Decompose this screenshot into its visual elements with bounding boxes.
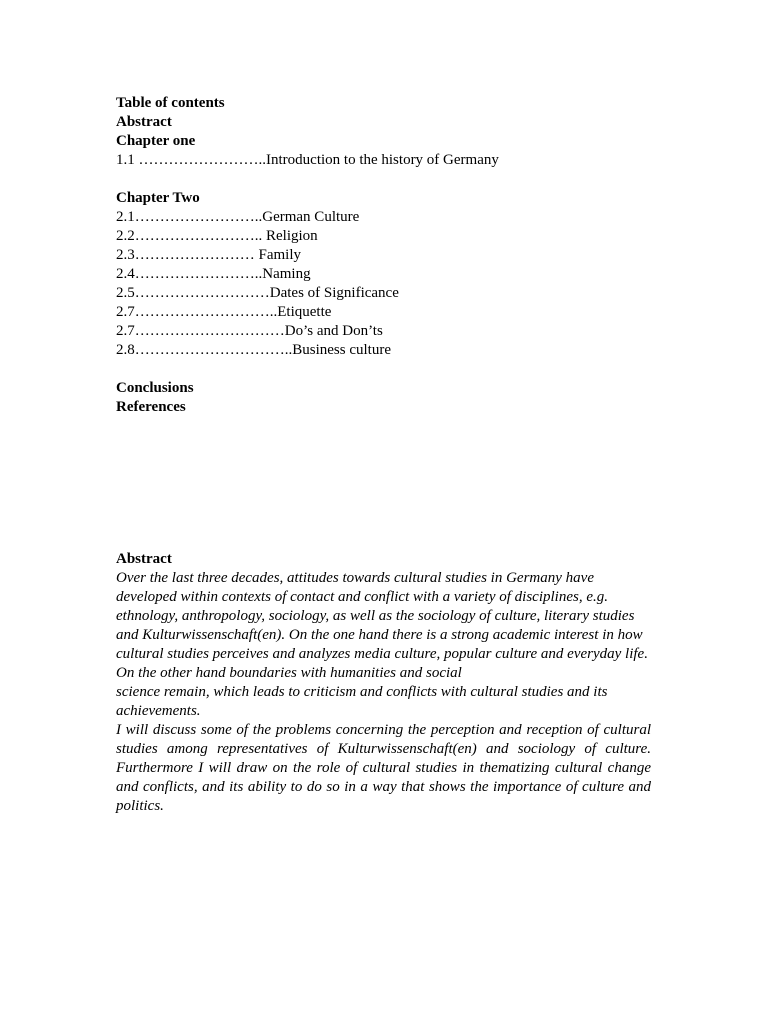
toc-entry-2-4: 2.4……………………..Naming bbox=[116, 266, 311, 282]
toc-entry-2-1: 2.1……………………..German Culture bbox=[116, 209, 360, 225]
abstract-paragraph-2: science remain, which leads to criticism and conflicts with cultural studies and its achievements. bbox=[116, 684, 608, 719]
abstract-heading: Abstract bbox=[116, 551, 172, 567]
abstract-paragraph-3: I will discuss some of the problems concerning the perception and reception of cultural studies among representatives of Kulturwissenschaft(en) and sociology of culture. Furthermore I will draw on the role of cultural studies in thematizing cultural change and conflicts, and its ability to do so in a way that shows the importance of culture and politics. bbox=[116, 722, 651, 814]
abstract-paragraph-1: Over the last three decades, attitudes towards cultural studies in Germany have developed within contexts of contact and conflict with a variety of disciplines, e.g. ethnology, anthropology, sociology, as well as the sociology of culture, literary studies and Kulturwissenschaft(en). On the one hand there is a strong academic interest in how cultural studies perceives and analyzes media culture, popular culture and everyday life. On the other hand boundaries with humanities and social bbox=[116, 570, 648, 681]
toc-conclusions: Conclusions bbox=[116, 380, 194, 396]
toc-references: References bbox=[116, 399, 186, 415]
toc-entry-2-2: 2.2…………………….. Religion bbox=[116, 228, 318, 244]
toc-spacer bbox=[116, 170, 656, 189]
toc-entry-2-7-dos-donts: 2.7…………………………Do’s and Don’ts bbox=[116, 323, 383, 339]
toc-entry-2-8: 2.8…………………………..Business culture bbox=[116, 342, 391, 358]
toc-entry-2-3: 2.3…………………… Family bbox=[116, 247, 302, 263]
toc-spacer bbox=[116, 360, 656, 379]
toc-chapter-two-heading: Chapter Two bbox=[116, 190, 200, 206]
toc-entry-2-7-etiquette: 2.7………………………..Etiquette bbox=[116, 304, 332, 320]
toc-abstract-heading: Abstract bbox=[116, 114, 172, 130]
toc-chapter-one-heading: Chapter one bbox=[116, 133, 196, 149]
toc-entry-2-5: 2.5………………………Dates of Significance bbox=[116, 285, 399, 301]
toc-entry-1-1: 1.1 ……………………..Introduction to the history of Germany bbox=[116, 152, 499, 168]
abstract-section bbox=[116, 550, 651, 816]
table-of-contents bbox=[116, 94, 656, 417]
toc-title: Table of contents bbox=[116, 95, 225, 111]
